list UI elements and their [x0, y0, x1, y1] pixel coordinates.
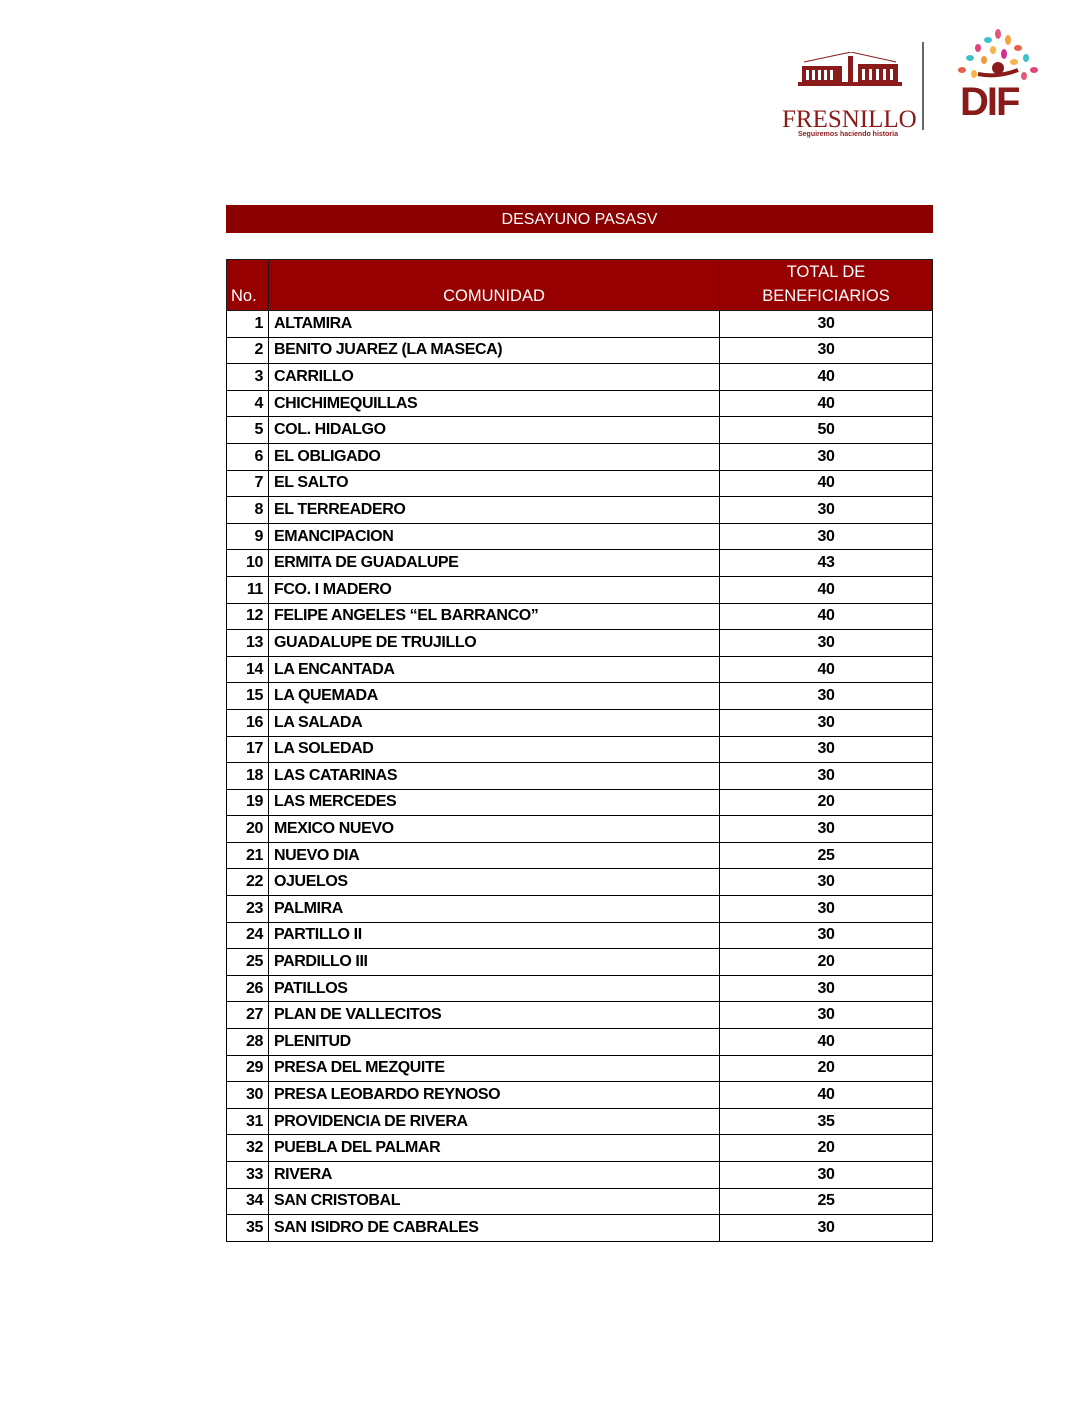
beneficiaries-total: 30 [720, 311, 933, 338]
table-row [227, 1215, 933, 1242]
row-number: 24 [227, 922, 269, 949]
row-number: 19 [227, 789, 269, 816]
beneficiaries-total: 30 [720, 816, 933, 843]
table-row [227, 576, 933, 603]
table-row [227, 1082, 933, 1109]
row-number: 22 [227, 869, 269, 896]
community-name: PLAN DE VALLECITOS [269, 1002, 720, 1029]
row-number: 12 [227, 603, 269, 630]
community-name: CHICHIMEQUILLAS [269, 390, 720, 417]
table-row [227, 656, 933, 683]
table-row [227, 922, 933, 949]
community-name: PARDILLO III [269, 949, 720, 976]
beneficiaries-total: 20 [720, 1055, 933, 1082]
city-skyline-icon [796, 52, 906, 88]
beneficiaries-total: 30 [720, 1215, 933, 1242]
community-name: COL. HIDALGO [269, 417, 720, 444]
beneficiaries-total: 30 [720, 975, 933, 1002]
table-row [227, 975, 933, 1002]
table-body [227, 311, 933, 1242]
row-number: 23 [227, 896, 269, 923]
beneficiaries-total: 30 [720, 869, 933, 896]
row-number: 35 [227, 1215, 269, 1242]
dif-wordmark: DIF [960, 80, 1019, 124]
beneficiaries-total: 40 [720, 1082, 933, 1109]
table-row [227, 709, 933, 736]
community-name: PRESA DEL MEZQUITE [269, 1055, 720, 1082]
table-row [227, 630, 933, 657]
table-row [227, 683, 933, 710]
community-name: LA SOLEDAD [269, 736, 720, 763]
page-title: DESAYUNO PASASV [226, 205, 933, 233]
table-row [227, 736, 933, 763]
row-number: 14 [227, 656, 269, 683]
table-row [227, 763, 933, 790]
community-name: PROVIDENCIA DE RIVERA [269, 1108, 720, 1135]
community-name: BENITO JUAREZ (LA MASECA) [269, 337, 720, 364]
beneficiaries-total: 40 [720, 1029, 933, 1056]
table-row [227, 603, 933, 630]
column-header-total-line2: BENEFICIARIOS [762, 287, 890, 305]
beneficiaries-total: 30 [720, 523, 933, 550]
community-name: EL OBLIGADO [269, 443, 720, 470]
row-number: 10 [227, 550, 269, 577]
community-name: CARRILLO [269, 364, 720, 391]
beneficiaries-total: 25 [720, 842, 933, 869]
row-number: 25 [227, 949, 269, 976]
beneficiaries-total: 40 [720, 656, 933, 683]
row-number: 33 [227, 1162, 269, 1189]
community-name: SAN ISIDRO DE CABRALES [269, 1215, 720, 1242]
community-name: EMANCIPACION [269, 523, 720, 550]
beneficiaries-total: 30 [720, 922, 933, 949]
row-number: 13 [227, 630, 269, 657]
row-number: 26 [227, 975, 269, 1002]
community-name: LAS CATARINAS [269, 763, 720, 790]
beneficiaries-total: 30 [720, 1002, 933, 1029]
row-number: 3 [227, 364, 269, 391]
beneficiaries-total: 40 [720, 470, 933, 497]
table-row [227, 550, 933, 577]
community-name: SAN CRISTOBAL [269, 1188, 720, 1215]
table-row [227, 364, 933, 391]
column-header-total-line1: TOTAL DE [786, 263, 866, 281]
row-number: 8 [227, 497, 269, 524]
community-name: NUEVO DIA [269, 842, 720, 869]
beneficiaries-total: 20 [720, 789, 933, 816]
row-number: 17 [227, 736, 269, 763]
column-header-total [720, 260, 933, 311]
community-name: FELIPE ANGELES “EL BARRANCO” [269, 603, 720, 630]
beneficiaries-total: 43 [720, 550, 933, 577]
beneficiaries-total: 50 [720, 417, 933, 444]
community-name: PARTILLO II [269, 922, 720, 949]
beneficiaries-total: 30 [720, 763, 933, 790]
community-name: GUADALUPE DE TRUJILLO [269, 630, 720, 657]
community-name: OJUELOS [269, 869, 720, 896]
table-row [227, 523, 933, 550]
table-row [227, 417, 933, 444]
beneficiaries-total: 30 [720, 683, 933, 710]
table-row [227, 390, 933, 417]
beneficiaries-total: 30 [720, 443, 933, 470]
row-number: 31 [227, 1108, 269, 1135]
row-number: 2 [227, 337, 269, 364]
community-name: PUEBLA DEL PALMAR [269, 1135, 720, 1162]
row-number: 15 [227, 683, 269, 710]
dif-logo [948, 28, 1048, 128]
table-header-row [227, 260, 933, 311]
beneficiaries-total: 40 [720, 576, 933, 603]
table-row [227, 789, 933, 816]
beneficiaries-total: 20 [720, 1135, 933, 1162]
table-row [227, 337, 933, 364]
row-number: 7 [227, 470, 269, 497]
beneficiaries-total: 30 [720, 1162, 933, 1189]
beneficiaries-total: 25 [720, 1188, 933, 1215]
beneficiaries-total: 40 [720, 390, 933, 417]
beneficiaries-total: 30 [720, 337, 933, 364]
row-number: 28 [227, 1029, 269, 1056]
community-name: RIVERA [269, 1162, 720, 1189]
row-number: 9 [227, 523, 269, 550]
row-number: 30 [227, 1082, 269, 1109]
row-number: 29 [227, 1055, 269, 1082]
community-name: FCO. I MADERO [269, 576, 720, 603]
table-row [227, 1108, 933, 1135]
community-name: EL TERREADERO [269, 497, 720, 524]
table-row [227, 1135, 933, 1162]
community-name: PRESA LEOBARDO REYNOSO [269, 1082, 720, 1109]
community-name: EL SALTO [269, 470, 720, 497]
beneficiaries-total: 40 [720, 364, 933, 391]
table-row [227, 1029, 933, 1056]
header-logos [780, 28, 1050, 138]
row-number: 34 [227, 1188, 269, 1215]
beneficiaries-total: 30 [720, 630, 933, 657]
row-number: 21 [227, 842, 269, 869]
table-row [227, 497, 933, 524]
logo-divider [922, 42, 924, 130]
table-row [227, 869, 933, 896]
table-row [227, 896, 933, 923]
row-number: 16 [227, 709, 269, 736]
row-number: 32 [227, 1135, 269, 1162]
community-name: LA QUEMADA [269, 683, 720, 710]
table-row [227, 311, 933, 338]
community-name: LA SALADA [269, 709, 720, 736]
community-name: PLENITUD [269, 1029, 720, 1056]
table-row [227, 1162, 933, 1189]
beneficiaries-table [226, 259, 933, 1242]
fresnillo-logo [780, 48, 917, 138]
row-number: 20 [227, 816, 269, 843]
community-name: ERMITA DE GUADALUPE [269, 550, 720, 577]
community-name: PATILLOS [269, 975, 720, 1002]
table-row [227, 949, 933, 976]
column-header-no: No. [227, 260, 269, 311]
community-name: MEXICO NUEVO [269, 816, 720, 843]
fresnillo-tagline: Seguiremos haciendo historia [798, 131, 898, 138]
row-number: 1 [227, 311, 269, 338]
row-number: 5 [227, 417, 269, 444]
beneficiaries-total: 40 [720, 603, 933, 630]
fresnillo-wordmark: FRESNILLO [782, 106, 917, 133]
beneficiaries-total: 20 [720, 949, 933, 976]
beneficiaries-total: 35 [720, 1108, 933, 1135]
row-number: 11 [227, 576, 269, 603]
table-row [227, 842, 933, 869]
row-number: 27 [227, 1002, 269, 1029]
community-name: PALMIRA [269, 896, 720, 923]
community-name: LAS MERCEDES [269, 789, 720, 816]
community-name: ALTAMIRA [269, 311, 720, 338]
column-header-comunidad: COMUNIDAD [269, 260, 720, 311]
row-number: 6 [227, 443, 269, 470]
leaf-tree-icon [948, 28, 1048, 88]
table-row [227, 816, 933, 843]
table-row [227, 1002, 933, 1029]
table-row [227, 1188, 933, 1215]
table-row [227, 443, 933, 470]
row-number: 4 [227, 390, 269, 417]
row-number: 18 [227, 763, 269, 790]
table-row [227, 1055, 933, 1082]
table-row [227, 470, 933, 497]
beneficiaries-total: 30 [720, 896, 933, 923]
beneficiaries-total: 30 [720, 736, 933, 763]
community-name: LA ENCANTADA [269, 656, 720, 683]
beneficiaries-total: 30 [720, 497, 933, 524]
beneficiaries-total: 30 [720, 709, 933, 736]
